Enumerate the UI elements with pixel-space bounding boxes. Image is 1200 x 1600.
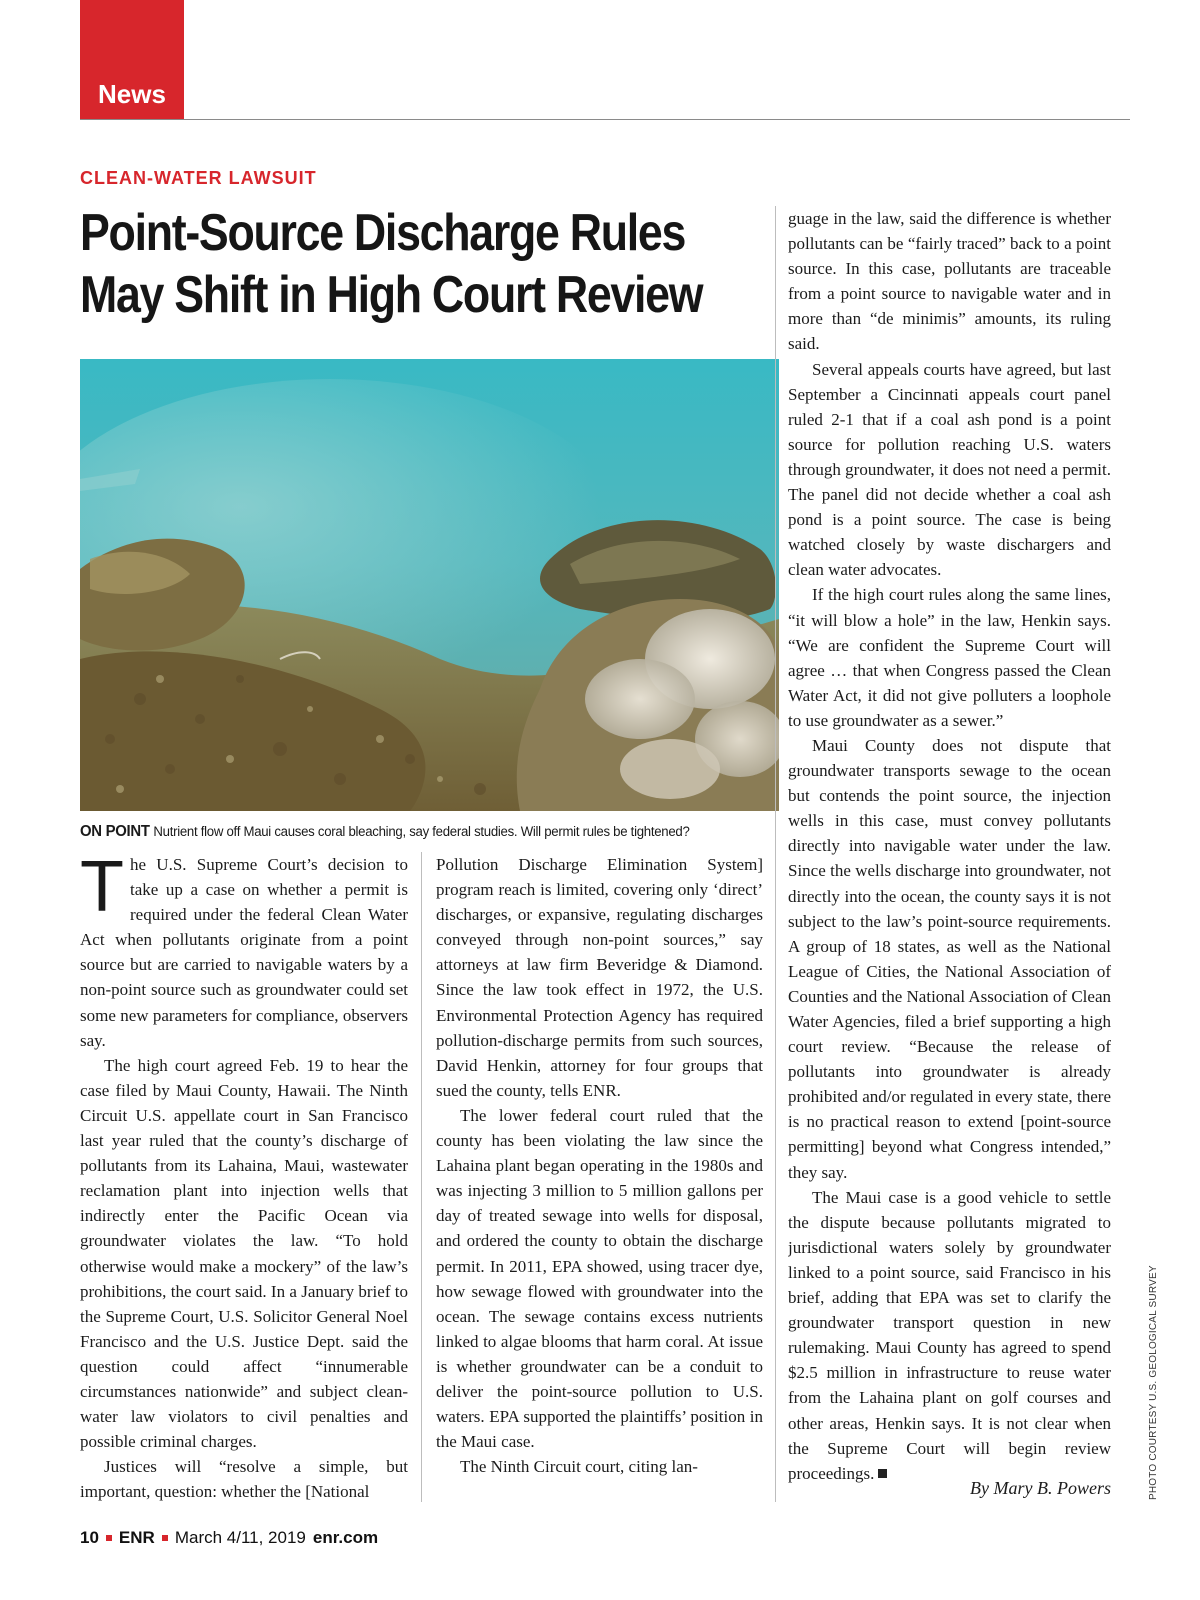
article-column-3	[788, 206, 1111, 1506]
headline-line-2: May Shift in High Court Review	[80, 266, 703, 324]
section-tab: News	[80, 0, 184, 120]
article-paragraph	[788, 1185, 1111, 1486]
article-column-2	[436, 852, 763, 1502]
separator-square-icon	[106, 1535, 112, 1541]
caption-text: Nutrient flow off Maui causes coral bleaching, say federal studies. Will permit rules be tightened?	[153, 824, 690, 840]
article-paragraph: The Ninth Circuit court, citing lan-	[460, 1457, 698, 1477]
article-paragraph: Maui County does not dispute that groundwater transports sewage to the ocean but contends the point source, the injection wells in this case, must convey pollutants directly into navigable water under the law. Since the wells discharge into groundwater, not directly into the ocean, the county says it is not subject to the law’s point-source requirements. A group of 18 states, as well as the National League of Cities, the National Association of Counties and the National Association of Clean Water Agencies, filed a brief supporting a high court review. “Because the release of pollutants into groundwater is already prohibited and/or regulated in every state, there is no practical reason to extend [point-source permitting] beyond what Congress intended,” they say.	[788, 735, 1111, 1182]
top-rule	[80, 119, 1130, 120]
article-paragraph: Pollution Discharge Elimination System] program reach is limited, covering only ‘direct’ discharges, or expansive, regulating discharges conveyed through non-point sources,” say attorneys at law firm Beveridge & Diamond. Since the law took effect in 1972, the U.S. Environmental Protection Agency has required pollution-discharge permits from such sources, David Henkin, attorney for four groups that sued the county, tells ENR.	[436, 855, 763, 1100]
headline-line-1: Point-Source Discharge Rules	[80, 204, 686, 262]
article-paragraph	[80, 852, 408, 1053]
paragraph-text: The Maui case is a good vehicle to settle the dispute because pollutants migrated to jurisdictional waters solely by groundwater linked to a point source, said Francisco in his brief, adding that EPA was set to clarify the groundwater transport question in new rulemaking. Maui County has agreed to spend $2.5 million in infrastructure to reuse water from the Lahaina plant on golf courses and other areas, Henkin says. It is not clear when the Supreme Court will begin review proceedings.	[788, 1187, 1111, 1483]
article-paragraph: The high court agreed Feb. 19 to hear the case filed by Maui County, Hawaii. The Ninth Circuit U.S. appellate court in San Francisco last year ruled that the county’s discharge of pollutants from its Lahaina, Maui, wastewater reclamation plant into injection wells that indirectly enter the Pacific Ocean via groundwater violates the law. “To hold otherwise would make a mockery” of the law’s prohibitions, the court said. In a January brief to the Supreme Court, U.S. Solicitor General Noel Francisco and the U.S. Justice Dept. said the question could affect “innumerable circumstances nationwide” and subject clean-water law violators to civil penalties and possible criminal charges.	[80, 1055, 408, 1452]
coral-reef-photo-icon	[80, 359, 779, 811]
headline	[80, 202, 703, 326]
drop-cap: T	[80, 852, 124, 927]
article-paragraph: guage in the law, said the difference is whether pollutants can be “fairly traced” back to a point source. In this case, pollutants are traceable from a point source to navigable water and in more than “de minimis” amounts, its ruling said.	[788, 209, 1111, 354]
article-paragraph: Justices will “resolve a simple, but important, question: whether the [National	[80, 1457, 408, 1502]
article-paragraph: Several appeals courts have agreed, but last September a Cincinnati appeals court panel ruled 2-1 that if a coal ash pond is a point source for pollution reaching U.S. waters through groundwater, it does not need a permit. The panel did not decide whether a coal ash pond is a point source. The case is being watched closely by waste dischargers and clean water advocates.	[788, 359, 1111, 580]
caption-lead: ON POINT	[80, 823, 150, 840]
magazine-name: ENR	[118, 1528, 155, 1547]
photo-credit: PHOTO COURTESY U.S. GEOLOGICAL SURVEY	[1148, 1265, 1159, 1500]
article-paragraph: The lower federal court ruled that the county has been violating the law since the Lahaina plant began operating in the 1980s and was injecting 3 million to 5 million gallons per day of treated sewage into wells for disposal, and ordered the county to obtain the discharge permit. In 2011, EPA showed, using tracer dye, how sewage flowed with groundwater into the ocean. The sewage contains excess nutrients linked to algae blooms that harm coral. At issue is whether groundwater can be a conduit to deliver the point-source pollution to U.S. waters. EPA supported the plaintiffs’ position in the Maui case.	[436, 1105, 763, 1452]
photo-caption	[80, 823, 731, 841]
byline: By Mary B. Powers	[970, 1478, 1111, 1498]
column-divider-1	[421, 852, 422, 1502]
column-divider-2	[775, 206, 776, 1502]
end-mark-icon	[878, 1469, 887, 1478]
coral-reef-photo	[80, 359, 779, 811]
paragraph-text: he U.S. Supreme Court’s decision to take up a case on whether a permit is required under the federal Clean Water Act when pollutants originate from a point source but are carried to navigable waters by a non-point source such as groundwater could set some new parameters for compliance, observers say.	[80, 855, 408, 1050]
article-column-1	[80, 852, 408, 1502]
kicker: CLEAN-WATER LAWSUIT	[80, 168, 317, 188]
website-link[interactable]: enr.com	[312, 1528, 379, 1547]
issue-date: March 4/11, 2019	[174, 1528, 306, 1547]
page-number: 10	[80, 1528, 99, 1547]
article-paragraph: If the high court rules along the same lines, “it will blow a hole” in the law, Henkin says. “We are confident the Supreme Court will agree … that when Congress passed the Clean Water Act, it did not give polluters a loophole to use groundwater as a sewer.”	[788, 585, 1111, 730]
separator-square-icon	[162, 1535, 168, 1541]
page-footer	[80, 1528, 378, 1548]
